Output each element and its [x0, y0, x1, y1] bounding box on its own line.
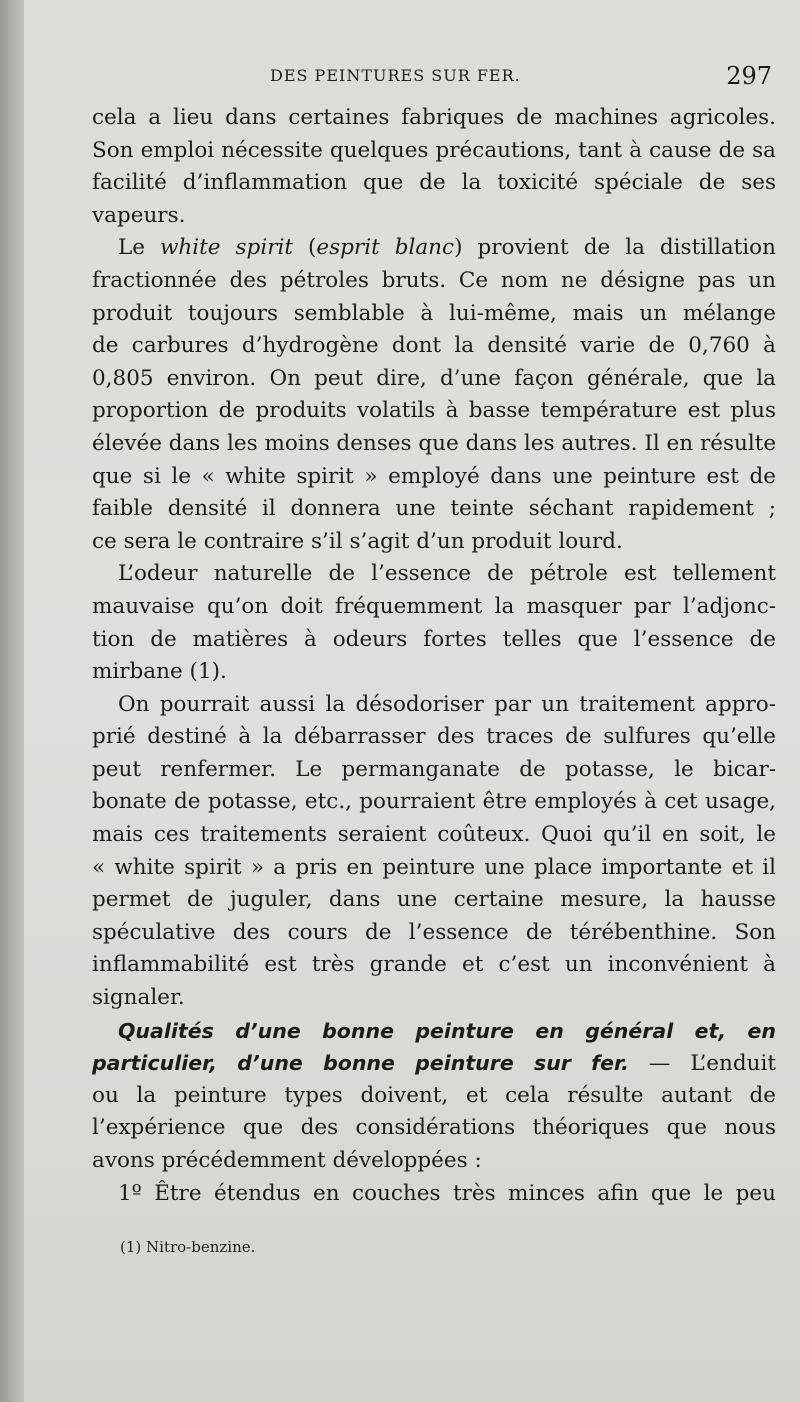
text-line: l’expérience que des considérations théoriques que nous [92, 1115, 776, 1141]
text-line: fractionnée des pétroles bruts. Ce nom ne désigne pas un [92, 267, 776, 293]
text-line: tion de matières à odeurs fortes telles que l’essence de [92, 626, 776, 652]
text-line: 1º Être étendus en couches très minces afin que le peu [118, 1180, 776, 1206]
running-head: DES PEINTURES SUR FER. [270, 66, 521, 85]
text-line: vapeurs. [92, 202, 186, 228]
text-line: facilité d’inflammation que de la toxicité spéciale de ses [92, 170, 776, 196]
text-line: produit toujours semblable à lui-même, mais un mélange [92, 300, 776, 326]
text-line: ou la peinture types doivent, et cela résulte autant de [92, 1082, 776, 1108]
text-line: avons précédemment développées : [92, 1148, 482, 1173]
text-line: mirbane (1). [92, 659, 227, 685]
text-fragment: — L’enduit [628, 1051, 776, 1077]
italic-term: esprit blanc [316, 235, 455, 261]
text-line [92, 1047, 776, 1080]
text-line: élevée dans les moins denses que dans les autres. Il en résulte [92, 430, 776, 456]
italic-term: white spirit [160, 235, 293, 261]
text-line: peut renfermer. Le permanganate de potasse, le bicar- [92, 756, 776, 782]
page-header [24, 62, 800, 98]
text-line: L’odeur naturelle de l’essence de pétrole est tellement [118, 561, 776, 587]
page-body [92, 102, 776, 1210]
text-line: faible densité il donnera une teinte séchant rapidement ; [92, 496, 776, 522]
text-fragment: ) provient de la distillation [454, 235, 776, 261]
section-heading: Qualités d’une bonne peinture en général et, en [118, 1018, 776, 1043]
text-line: « white spirit » a pris en peinture une place importante et il [92, 854, 776, 880]
text-line: proportion de produits volatils à basse température est plus [92, 398, 776, 424]
footnote: (1) Nitro-benzine. [120, 1238, 256, 1256]
text-line: bonate de potasse, etc., pourraient être employés à cet usage, [92, 789, 776, 815]
text-line: mauvaise qu’on doit fréquemment la masquer par l’adjonc- [92, 593, 776, 619]
section-heading: particulier, d’une bonne peinture sur fer. [92, 1051, 629, 1076]
text-line: de carbures d’hydrogène dont la densité varie de 0,760 à [92, 333, 776, 359]
text-line: permet de juguler, dans une certaine mesure, la hausse [92, 887, 776, 913]
text-line: signaler. [92, 985, 185, 1011]
text-line: que si le « white spirit » employé dans une peinture est de [92, 463, 776, 489]
text-fragment: ( [292, 235, 317, 261]
text-line: inflammabilité est très grande et c’est un inconvénient à [92, 952, 776, 978]
text-fragment: Le [118, 235, 161, 261]
text-line: On pourrait aussi la désodoriser par un traitement appro- [118, 691, 776, 717]
text-line: Son emploi nécessite quelques précautions, tant à cause de sa [92, 137, 776, 163]
text-line: 0,805 environ. On peut dire, d’une façon générale, que la [92, 365, 776, 391]
text-line: ce sera le contraire s’il s’agit d’un produit lourd. [92, 528, 623, 554]
book-page [24, 0, 800, 1402]
text-line: mais ces traitements seraient coûteux. Quoi qu’il en soit, le [92, 822, 776, 848]
text-line: prié destiné à la débarrasser des traces de sulfures qu’elle [92, 724, 776, 750]
text-line: spéculative des cours de l’essence de térébenthine. Son [92, 919, 776, 945]
text-line: cela a lieu dans certaines fabriques de machines agricoles. [92, 105, 776, 130]
page-number: 297 [726, 62, 772, 90]
text-line [92, 232, 776, 265]
